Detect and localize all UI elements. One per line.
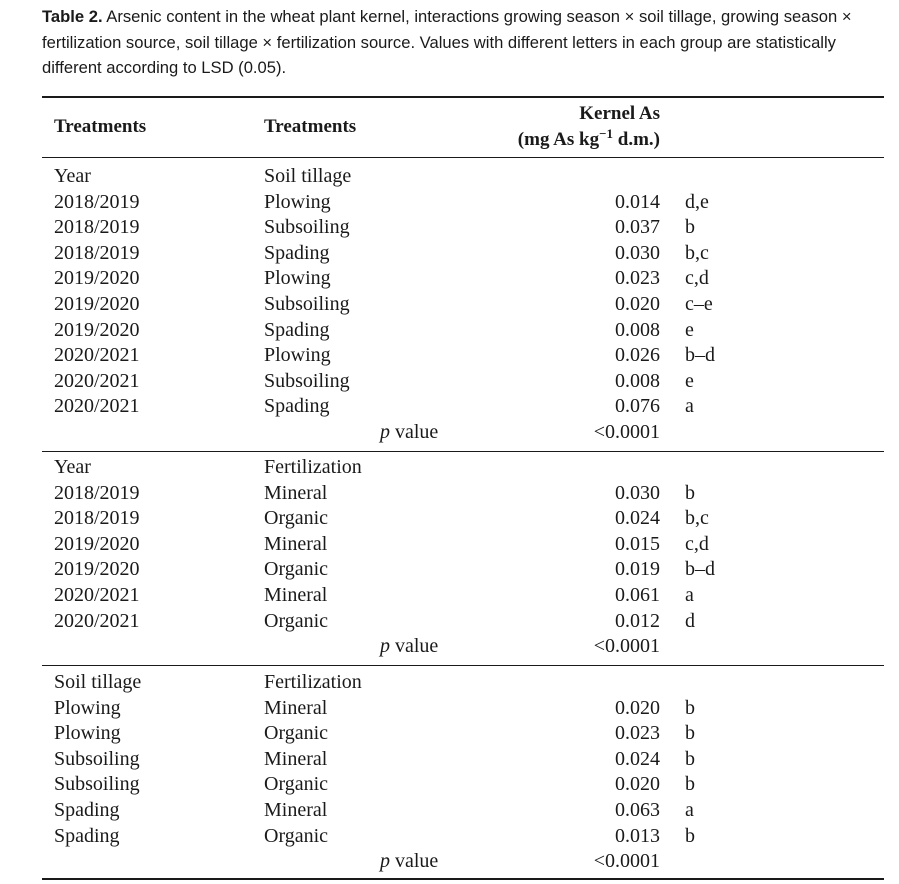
- p-value-label-rest: value: [390, 850, 439, 873]
- row-treatment-a: Spading: [54, 799, 120, 821]
- row-significance-letters: b: [685, 824, 695, 847]
- row-treatment-a: 2018/2019: [54, 507, 140, 530]
- table-top-rule: [42, 96, 884, 98]
- row-treatment-a: 2019/2020: [54, 532, 140, 555]
- row-kernel-as-value: 0.020: [615, 696, 660, 719]
- row-treatment-a: 2018/2019: [54, 190, 140, 213]
- row-significance-letters: b–d: [685, 344, 715, 367]
- header-unit-pre: (mg As kg: [517, 129, 600, 150]
- row-significance-letters: b: [685, 216, 695, 239]
- row-treatment-a: 2018/2019: [54, 481, 140, 504]
- row-treatment-b: Plowing: [264, 190, 331, 213]
- row-treatment-b: Organic: [264, 609, 329, 632]
- row-treatment-a: 2019/2020: [54, 318, 140, 341]
- row-treatment-b: Organic: [264, 773, 329, 796]
- p-value-label-italic: p: [380, 850, 390, 873]
- row-significance-letters: b: [685, 773, 695, 796]
- row-treatment-b: Spading: [264, 395, 330, 418]
- row-treatment-a: 2019/2020: [54, 293, 140, 315]
- row-kernel-as-value: 0.019: [615, 558, 660, 581]
- group-separator-rule: [42, 451, 884, 452]
- table-caption: [42, 4, 887, 81]
- row-significance-letters: a: [685, 799, 694, 821]
- row-kernel-as-value: 0.008: [615, 369, 660, 392]
- row-significance-letters: d: [685, 609, 695, 632]
- p-value-label: [380, 634, 438, 660]
- row-treatment-a: Subsoiling: [54, 773, 140, 796]
- row-kernel-as-value: 0.023: [615, 267, 660, 290]
- row-kernel-as-value: 0.061: [615, 584, 660, 606]
- header-kernel-as-unit: [440, 127, 660, 152]
- row-treatment-a: 2020/2021: [54, 344, 140, 367]
- row-treatment-a: Plowing: [54, 696, 121, 719]
- row-kernel-as-value: 0.014: [615, 190, 660, 213]
- row-treatment-b: Subsoiling: [264, 369, 350, 392]
- row-kernel-as-value: 0.030: [615, 481, 660, 504]
- row-kernel-as-value: 0.076: [615, 395, 660, 418]
- group-factor1-label: Soil tillage: [54, 671, 142, 693]
- row-treatment-b: Plowing: [264, 344, 331, 367]
- header-unit-post: d.m.): [613, 129, 660, 150]
- group-separator-rule: [42, 665, 884, 666]
- row-treatment-a: 2020/2021: [54, 609, 140, 632]
- row-treatment-a: 2018/2019: [54, 216, 140, 239]
- row-treatment-a: 2018/2019: [54, 241, 140, 264]
- row-significance-letters: c,d: [685, 532, 709, 555]
- row-significance-letters: b: [685, 696, 695, 719]
- header-treatments-2: Treatments: [264, 116, 357, 137]
- row-kernel-as-value: 0.012: [615, 609, 660, 632]
- p-value-label-rest: value: [390, 421, 439, 443]
- header-kernel-as: Kernel As: [579, 103, 660, 124]
- row-treatment-b: Subsoiling: [264, 216, 350, 239]
- row-treatment-a: 2020/2021: [54, 369, 140, 392]
- header-bottom-rule: [42, 157, 884, 158]
- row-treatment-b: Mineral: [264, 799, 328, 821]
- row-significance-letters: e: [685, 318, 694, 341]
- row-significance-letters: d,e: [685, 190, 709, 213]
- row-significance-letters: c–e: [685, 293, 713, 315]
- p-value: <0.0001: [593, 635, 660, 658]
- p-value: <0.0001: [593, 421, 660, 443]
- group-factor2-label: Soil tillage: [264, 165, 352, 187]
- row-treatment-b: Mineral: [264, 584, 328, 606]
- header-treatments-1: Treatments: [54, 116, 147, 137]
- group-factor2-label: Fertilization: [264, 456, 362, 478]
- row-significance-letters: b: [685, 722, 695, 745]
- p-value-label-italic: p: [380, 635, 390, 658]
- row-treatment-b: Mineral: [264, 747, 328, 770]
- row-kernel-as-value: 0.030: [615, 241, 660, 264]
- row-kernel-as-value: 0.013: [615, 824, 660, 847]
- row-kernel-as-value: 0.020: [615, 773, 660, 796]
- p-value-label: [380, 849, 438, 875]
- group-factor2-label: Fertilization: [264, 671, 362, 693]
- row-significance-letters: e: [685, 369, 694, 392]
- table-caption-text: Arsenic content in the wheat plant kernel, interactions growing season × soil tillage, growing season × fertilization source, soil tillage × fertilization source. Values with different letters in each group are statistically different according to LSD (0.05).: [42, 7, 852, 77]
- p-value-label-italic: p: [380, 421, 390, 443]
- row-treatment-a: 2019/2020: [54, 558, 140, 581]
- row-kernel-as-value: 0.015: [615, 532, 660, 555]
- row-treatment-a: Subsoiling: [54, 747, 140, 770]
- row-kernel-as-value: 0.037: [615, 216, 660, 239]
- row-treatment-b: Mineral: [264, 481, 328, 504]
- group-factor1-label: Year: [54, 456, 91, 478]
- row-treatment-b: Organic: [264, 507, 329, 530]
- p-value-label-rest: value: [390, 635, 439, 658]
- row-treatment-a: 2020/2021: [54, 584, 140, 606]
- row-treatment-b: Plowing: [264, 267, 331, 290]
- row-treatment-b: Organic: [264, 558, 329, 581]
- row-significance-letters: a: [685, 584, 694, 606]
- row-kernel-as-value: 0.020: [615, 293, 660, 315]
- row-treatment-b: Spading: [264, 241, 330, 264]
- row-treatment-b: Mineral: [264, 696, 328, 719]
- table-caption-label: Table 2.: [42, 7, 103, 26]
- row-treatment-a: 2020/2021: [54, 395, 140, 418]
- row-treatment-b: Spading: [264, 318, 330, 341]
- row-kernel-as-value: 0.063: [615, 799, 660, 821]
- row-kernel-as-value: 0.024: [615, 507, 660, 530]
- row-kernel-as-value: 0.008: [615, 318, 660, 341]
- row-kernel-as-value: 0.026: [615, 344, 660, 367]
- p-value-label: [380, 420, 438, 446]
- row-significance-letters: b,c: [685, 507, 709, 530]
- header-unit-sup: −1: [599, 126, 614, 141]
- row-kernel-as-value: 0.024: [615, 747, 660, 770]
- table-bottom-rule: [42, 878, 884, 880]
- row-treatment-a: Spading: [54, 824, 120, 847]
- row-treatment-b: Mineral: [264, 532, 328, 555]
- row-treatment-a: 2019/2020: [54, 267, 140, 290]
- row-treatment-b: Subsoiling: [264, 293, 350, 315]
- row-significance-letters: b,c: [685, 241, 709, 264]
- row-treatment-b: Organic: [264, 722, 329, 745]
- row-significance-letters: b: [685, 747, 695, 770]
- row-significance-letters: b–d: [685, 558, 715, 581]
- group-factor1-label: Year: [54, 165, 91, 187]
- row-treatment-a: Plowing: [54, 722, 121, 745]
- p-value: <0.0001: [593, 850, 660, 873]
- row-kernel-as-value: 0.023: [615, 722, 660, 745]
- row-significance-letters: b: [685, 481, 695, 504]
- row-significance-letters: c,d: [685, 267, 709, 290]
- row-significance-letters: a: [685, 395, 694, 418]
- row-treatment-b: Organic: [264, 824, 329, 847]
